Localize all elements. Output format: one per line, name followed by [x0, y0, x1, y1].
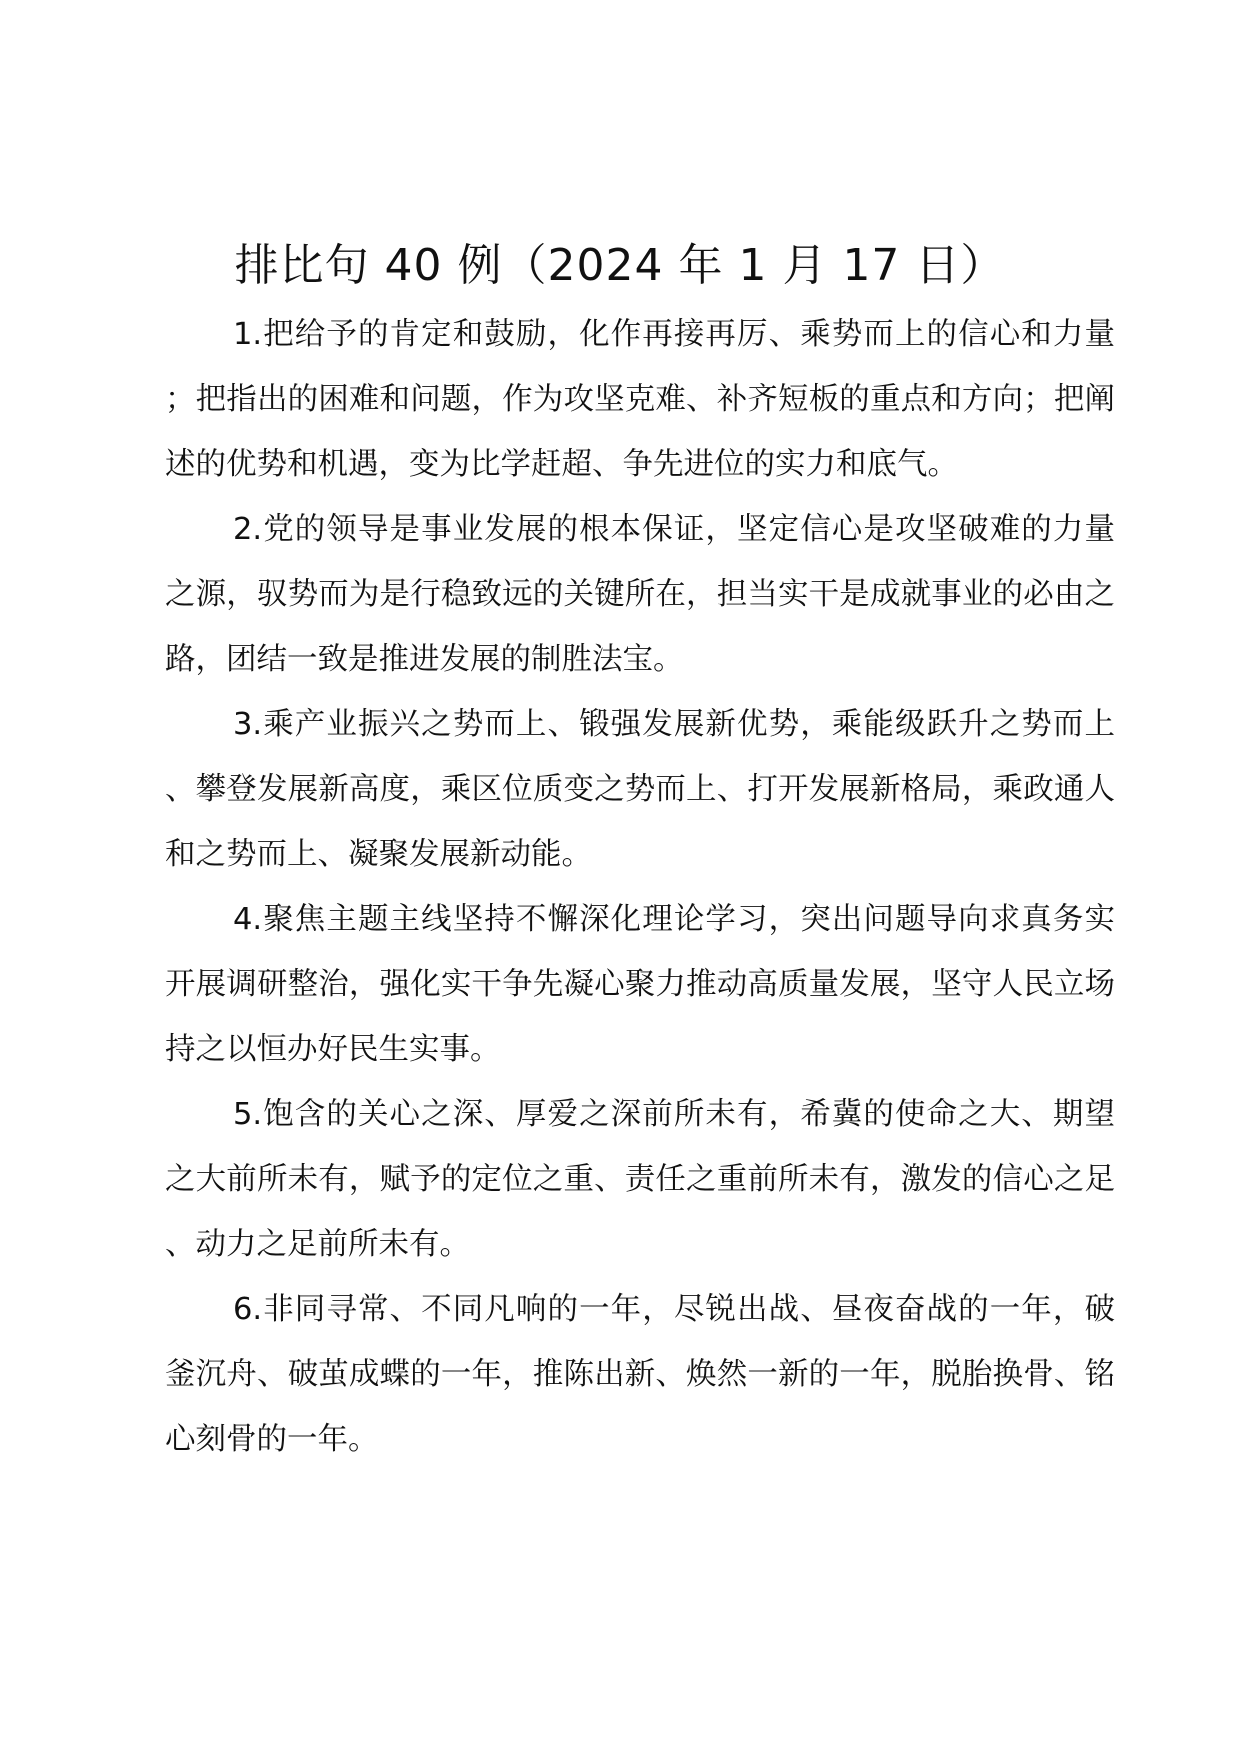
document-body — [165, 302, 1115, 1472]
document-title: 排比句 40 例（2024 年 1 月 17 日） — [234, 240, 1006, 291]
paragraph-2: 2.党的领导是事业发展的根本保证，坚定信心是攻坚破难的力量之源，驭势而为是行稳致远的关键所在，担当实干是成就事业的必由之路，团结一致是推进发展的制胜法宝。 — [165, 512, 1115, 677]
paragraph-6: 6.非同寻常、不同凡响的一年，尽锐出战、昼夜奋战的一年，破釜沉舟、破茧成蝶的一年，推陈出新、焕然一新的一年，脱胎换骨、铭心刻骨的一年。 — [165, 1292, 1115, 1457]
paragraph-1: 1.把给予的肯定和鼓励，化作再接再厉、乘势而上的信心和力量；把指出的困难和问题，作为攻坚克难、补齐短板的重点和方向；把阐述的优势和机遇，变为比学赶超、争先进位的实力和底气。 — [165, 317, 1115, 482]
paragraph-3: 3.乘产业振兴之势而上、锻强发展新优势，乘能级跃升之势而上、攀登发展新高度，乘区位质变之势而上、打开发展新格局，乘政通人和之势而上、凝聚发展新动能。 — [165, 707, 1115, 872]
paragraph-4: 4.聚焦主题主线坚持不懈深化理论学习，突出问题导向求真务实开展调研整治，强化实干争先凝心聚力推动高质量发展，坚守人民立场持之以恒办好民生实事。 — [165, 902, 1115, 1067]
paragraph-5: 5.饱含的关心之深、厚爱之深前所未有，希冀的使命之大、期望之大前所未有，赋予的定位之重、责任之重前所未有，激发的信心之足、动力之足前所未有。 — [165, 1097, 1115, 1262]
